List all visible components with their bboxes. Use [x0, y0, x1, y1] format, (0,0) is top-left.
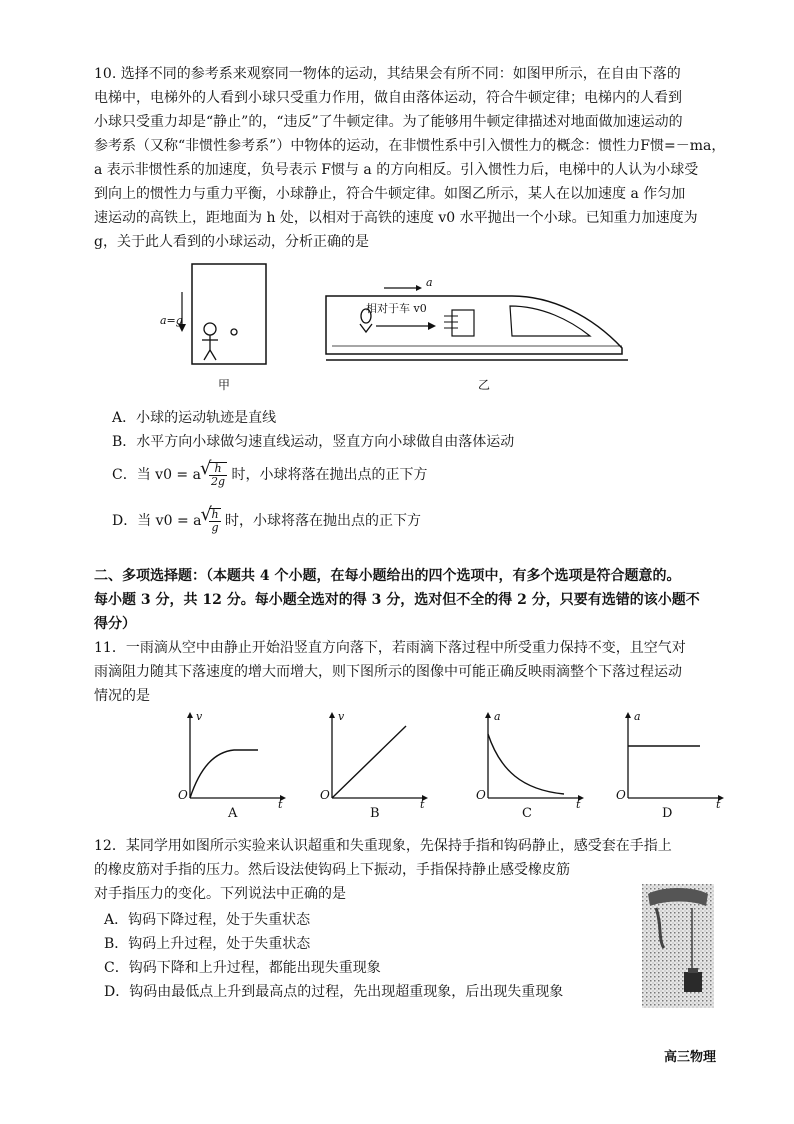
graph-c-xlabel: t: [576, 798, 581, 811]
train-diagram: [322, 276, 632, 366]
graph-c-plot: [474, 712, 584, 807]
sqrt-symbol: [209, 508, 220, 534]
section2-line-2: 每小题 3 分，共 12 分。每小题全选对的得 3 分，选对但不全的得 2 分，只要有选错的该小题不: [94, 592, 700, 608]
figure-yi: [322, 276, 632, 366]
frac-num-d: √ h: [211, 508, 219, 521]
frac-den-c: 2g: [210, 475, 226, 488]
graph-d-caption: D: [662, 806, 673, 821]
q10-line-7: 速运动的高铁上，距地面为 h 处，以相对于高铁的速度 v0 水平抛出一个小球。已知重力加速度为: [94, 210, 698, 226]
graph-d-origin: O: [616, 788, 626, 802]
graph-d-xlabel: t: [716, 798, 721, 811]
yi-caption: 乙: [478, 378, 491, 392]
q10-line-2: 电梯中，电梯外的人看到小球只受重力作用，做自由落体运动，符合牛顿定律；电梯内的人看到: [94, 90, 682, 106]
graph-c-origin: O: [476, 788, 486, 802]
graph-b: [318, 712, 428, 822]
sqrt-symbol: [209, 462, 227, 488]
q12-option-a: A．钩码下降过程，处于失重状态: [104, 912, 311, 928]
graph-a-origin: O: [178, 788, 188, 802]
graph-c-caption: C: [522, 806, 532, 821]
q12-option-d: D．钩码由最低点上升到最高点的过程，先出现超重现象，后出现失重现象: [104, 984, 564, 1000]
q10-line-3: 小球只受重力却是“静止”的，“违反”了牛顿定律。为了能够用牛顿定律描述对地面做加速运动的: [94, 114, 683, 130]
graph-a-ylabel: v: [196, 710, 203, 723]
q10-option-d: [112, 508, 421, 534]
q10-option-b: B．水平方向小球做匀速直线运动，竖直方向小球做自由落体运动: [112, 434, 515, 450]
figure-jia: [160, 262, 270, 370]
photo-illustration: [642, 884, 714, 1008]
jia-caption: 甲: [218, 378, 231, 392]
graph-b-caption: B: [370, 806, 380, 821]
q12-line-3: 对手指压力的变化。下列说法中正确的是: [94, 886, 346, 902]
graph-b-xlabel: t: [420, 798, 425, 811]
q12-line-2: 的橡皮筋对手指的压力。然后设法使钩码上下振动，手指保持静止感受橡皮筋: [94, 862, 570, 878]
q10-line-6: 到向上的惯性力与重力平衡，小球静止，符合牛顿定律。如图乙所示，某人在以加速度 a 作匀加: [94, 186, 686, 202]
graph-c-ylabel: a: [494, 710, 501, 723]
q12-line-1: 12．某同学用如图所示实验来认识超重和失重现象，先保持手指和钩码静止，感受套在手指上: [94, 838, 672, 854]
hand-weight-photo: [642, 884, 714, 1008]
graph-c: [474, 712, 584, 822]
q10-option-c: [112, 462, 427, 488]
q10-option-c-suffix: 时，小球将落在抛出点的正下方: [231, 467, 428, 483]
q10-line-4: 参考系（又称“非惯性参考系”）中物体的运动，在非惯性系中引入惯性力的概念：惯性力F惯=－ma，: [94, 138, 726, 154]
graph-d: [614, 712, 724, 822]
graph-a-xlabel: t: [278, 798, 283, 811]
q11-line-3: 情况的是: [94, 688, 150, 704]
graph-b-plot: [318, 712, 428, 807]
q10-option-d-prefix: D．当 v0 = a: [112, 513, 202, 529]
q10-option-d-suffix: 时，小球将落在抛出点的正下方: [225, 513, 422, 529]
q11-line-2: 雨滴阻力随其下落速度的增大而增大，则下图所示的图像中可能正确反映雨滴整个下落过程运动: [94, 664, 682, 680]
q12-option-c: C．钩码下降和上升过程，都能出现失重现象: [104, 960, 381, 976]
graph-a-caption: A: [228, 806, 238, 821]
frac-num-c: √ h: [209, 463, 227, 476]
q11-line-1: 11．一雨滴从空中由静止开始沿竖直方向落下，若雨滴下落过程中所受重力保持不变，且空气对: [94, 640, 686, 656]
q10-option-c-prefix: C．当 v0 = a: [112, 467, 201, 483]
graph-b-origin: O: [320, 788, 330, 802]
section2-line-3: 得分）: [94, 616, 136, 632]
q10-line-8: g，关于此人看到的小球运动，分析正确的是: [94, 234, 369, 250]
yi-velocity-label: 相对于车 v0: [366, 302, 427, 315]
q10-option-a: A．小球的运动轨迹是直线: [112, 410, 277, 426]
graph-d-plot: [614, 712, 724, 807]
q10-line-1: 10. 选择不同的参考系来观察同一物体的运动，其结果会有所不同：如图甲所示，在自由下落的: [94, 66, 681, 82]
jia-accel-label: a=g: [160, 314, 183, 327]
q12-option-b: B．钩码上升过程，处于失重状态: [104, 936, 311, 952]
frac-den-d: g: [211, 521, 219, 534]
section2-line-1: 二、多项选择题：（本题共 4 个小题，在每小题给出的四个选项中，有多个选项是符合题意的。: [94, 568, 681, 584]
graph-a: [176, 712, 286, 822]
yi-accel-label: a: [426, 276, 433, 289]
graph-b-ylabel: v: [338, 710, 345, 723]
graph-a-plot: [176, 712, 286, 807]
page-footer: 高三物理: [664, 1050, 717, 1065]
q10-line-5: a 表示非惯性系的加速度，负号表示 F惯与 a 的方向相反。引入惯性力后，电梯中的人认为小球受: [94, 162, 699, 178]
graph-d-ylabel: a: [634, 710, 641, 723]
